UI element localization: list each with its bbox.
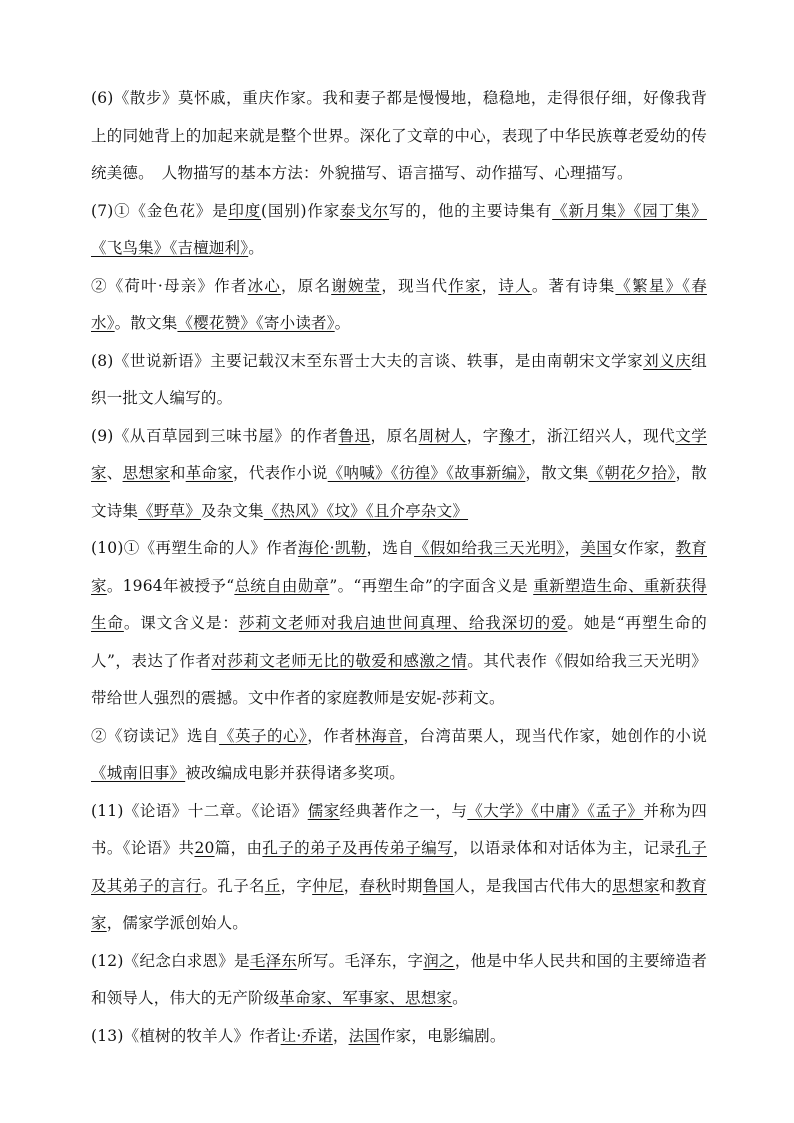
underlined-answer: 海伦·凯勒 — [297, 539, 367, 557]
text-run: ，以语录体和对话体为主，记录 — [453, 839, 676, 857]
underlined-answer: 革命家 — [185, 464, 234, 482]
underlined-answer: 《繁星》《春水》 — [91, 276, 707, 332]
text-run: 所写。毛泽东，字 — [297, 951, 424, 970]
underlined-answer: 仲尼 — [312, 876, 344, 895]
text-run: (国别)作家 — [261, 201, 341, 220]
text-run: ， — [481, 276, 499, 295]
text-run: ②《窃读记》选自 — [91, 726, 220, 745]
paragraph — [91, 80, 707, 193]
underlined-answer: 泰戈尔 — [340, 201, 389, 220]
underlined-answer: 文学家 — [91, 426, 707, 482]
paragraph — [91, 418, 707, 531]
underlined-answer: 《朝花夕拾》 — [588, 464, 676, 482]
text-run: 并称为四书。《论语》共 — [91, 801, 707, 857]
text-run: 经典著作之一，与 — [339, 801, 468, 820]
text-run: 。著有诗集 — [531, 276, 616, 295]
text-run: ”。“再塑生命”的字面含义是 — [329, 576, 534, 595]
underlined-answer: 《樱花赞》《寄小读者》 — [177, 314, 335, 332]
text-run: ，台湾苗栗人，现当代作家，她创作的小说 — [403, 726, 708, 745]
underlined-answer: 思想家 — [122, 464, 170, 482]
text-run: 。 — [452, 989, 468, 1007]
underlined-answer: 思想家 — [612, 876, 660, 895]
text-run: 女作家， — [612, 539, 676, 557]
text-run: ， — [564, 539, 581, 557]
text-run: 作家，电影编剧。 — [379, 1026, 506, 1045]
underlined-answer: 润之 — [423, 951, 455, 970]
text-run: (6)《散步》莫怀戚，重庆作家。我和妻子都是慢慢地，稳稳地，走得很仔细，好像我背上的同她背上的加起来就是整个世界。深化了文章的中心，表现了中华民族尊老爱幼的传统美德。 人物描写的基本方法：外貌描写、语言描写、动作描写、心理描写。 — [91, 89, 707, 182]
text-run: ，儒家学派创始人。 — [106, 914, 249, 932]
text-run: 和 — [659, 876, 676, 895]
text-run: ，他是中华人民共和国的主要缔造者和领导人，伟大的无产阶级 — [91, 951, 708, 1007]
text-run: (13)《植树的牧羊人》作者 — [91, 1026, 281, 1045]
underlined-answer: 《热风》《坟》《且介亭杂文》 — [263, 501, 469, 520]
underlined-answer: 重新塑造生命、重新获得生命 — [91, 576, 708, 632]
underlined-answer: 《城南旧事》 — [91, 764, 186, 782]
underlined-answer: 丘 — [264, 876, 281, 895]
text-run: ②《荷叶·母亲》作者 — [91, 276, 248, 295]
text-run: ， — [343, 876, 360, 895]
paragraph — [91, 268, 707, 343]
underlined-answer: 孔子及其弟子的言行 — [91, 839, 707, 895]
text-run: 、 — [106, 464, 123, 482]
underlined-answer: 春秋 — [359, 876, 392, 895]
text-run: ，浙江绍兴人，现代 — [530, 426, 676, 445]
text-run: 写的，他的主要诗集有 — [388, 201, 553, 220]
underlined-answer: 毛泽东 — [249, 951, 298, 970]
text-run: ，散文诗集 — [91, 464, 707, 520]
paragraph — [91, 943, 707, 1018]
text-run: 。 — [334, 314, 351, 332]
underlined-answer: 孔子的弟子及再传弟子编写 — [262, 839, 454, 857]
underlined-answer: 豫才 — [498, 426, 531, 445]
underlined-answer: 鲁国 — [422, 876, 455, 895]
text-run: ，字 — [466, 426, 499, 445]
underlined-answer: 《大学》《中庸》《孟子》 — [467, 801, 644, 820]
text-run: 和 — [169, 464, 186, 482]
text-run: 。其代表作《假如给我三天光明》带给世人强烈的震撼。文中作者的家庭教师是安妮-莎莉文。 — [91, 651, 708, 707]
text-run: 。她是“再塑生命的人”，表达了作者 — [91, 614, 707, 670]
paragraph — [91, 530, 707, 718]
underlined-answer: 革命家、军事家、思想家 — [279, 989, 453, 1007]
underlined-answer: 诗人 — [498, 276, 532, 295]
text-run: (12)《纪念白求恩》是 — [91, 951, 250, 970]
text-run: 。散文集 — [114, 314, 178, 332]
underlined-answer: 《呐喊》《彷徨》《故事新编》 — [327, 464, 526, 482]
paragraph — [91, 793, 707, 943]
text-run: ，作者 — [307, 726, 356, 745]
text-run: 及杂文集 — [200, 501, 264, 520]
text-run: ，现当代 — [381, 276, 449, 295]
paragraph — [91, 193, 707, 268]
text-run: 人，是我国古代伟大的 — [454, 876, 613, 895]
paragraph — [91, 343, 707, 418]
underlined-answer: 教育家 — [91, 876, 707, 932]
underlined-answer: 《新月集》《园丁集》《飞鸟集》《吉檀迦利》 — [91, 201, 707, 257]
underlined-answer: 冰心 — [247, 276, 282, 295]
underlined-answer: 印度 — [228, 201, 262, 220]
underlined-answer: 刘义庆 — [643, 351, 692, 370]
underlined-answer: 周树人 — [418, 426, 467, 445]
text-run: (11)《论语》十二章。《论语》 — [91, 801, 308, 820]
underlined-answer: 《野草》 — [138, 501, 201, 520]
text-run: 组织一批文人编写的。 — [91, 351, 707, 407]
text-run: (8)《世说新语》主要记载汉末至东晋士大夫的言谈、轶事，是由南朝宋文学家 — [91, 351, 644, 370]
text-run: 篇，由 — [214, 839, 263, 857]
document-page — [91, 80, 707, 1055]
underlined-answer: 20 — [194, 839, 215, 857]
underlined-answer: 谢婉莹 — [331, 276, 382, 295]
text-run: 。 — [248, 239, 264, 257]
text-run: 被改编成电影并获得诸多奖项。 — [185, 764, 406, 782]
paragraph — [91, 718, 707, 793]
text-run: ，字 — [280, 876, 313, 895]
text-run: 。课文含义是： — [123, 614, 239, 632]
underlined-answer: 总统自由勋章 — [234, 576, 330, 595]
underlined-answer: 《英子的心》 — [219, 726, 308, 745]
text-run: 。1964年被授予“ — [106, 576, 235, 595]
text-run: ，代表作小说 — [233, 464, 328, 482]
text-run: (9)《从百草园到三味书屋》的作者 — [91, 426, 339, 445]
text-run: ， — [332, 1026, 349, 1045]
text-run: ，原名 — [281, 276, 332, 295]
text-run: 。孔子名 — [201, 876, 265, 895]
text-run: ，散文集 — [525, 464, 589, 482]
underlined-answer: 鲁迅 — [338, 426, 371, 445]
underlined-answer: 美国 — [580, 539, 613, 557]
underlined-answer: 作家 — [448, 276, 482, 295]
underlined-answer: 让·乔诺 — [280, 1026, 333, 1045]
underlined-answer: 《假如给我三天光明》 — [414, 539, 565, 557]
text-run: 时期 — [391, 876, 423, 895]
underlined-answer: 林海音 — [355, 726, 404, 745]
text-run: ，原名 — [370, 426, 419, 445]
paragraph — [91, 1018, 707, 1056]
text-run: (10)①《再塑生命的人》作者 — [91, 539, 298, 557]
text-run: ，选自 — [366, 539, 415, 557]
underlined-answer: 教育家 — [91, 539, 707, 595]
underlined-answer: 对莎莉文老师无比的敬爱和感激之情 — [211, 651, 468, 670]
underlined-answer: 莎莉文老师对我启迪世间真理、给我深切的爱 — [238, 614, 568, 632]
underlined-answer: 儒家 — [307, 801, 340, 820]
text-run: (7)①《金色花》是 — [91, 201, 229, 220]
underlined-answer: 法国 — [348, 1026, 380, 1045]
